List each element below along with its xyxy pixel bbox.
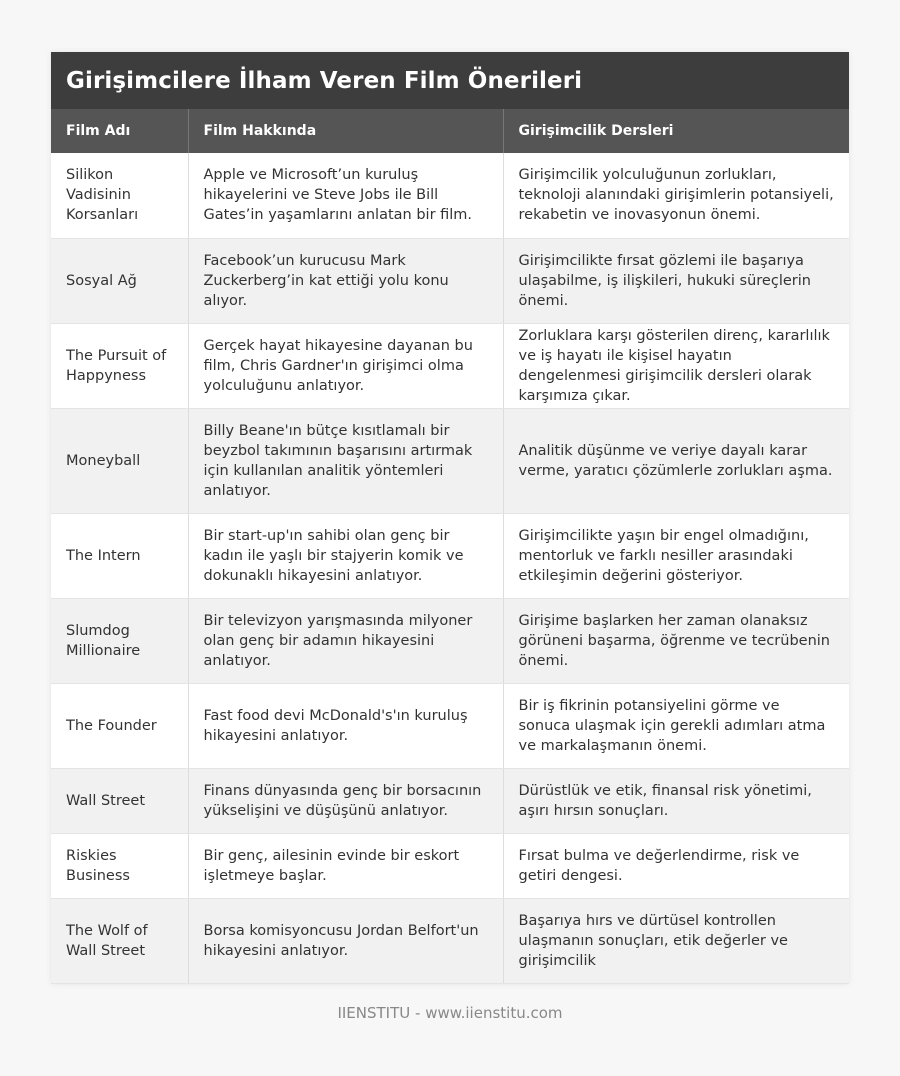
film-name-cell: Silikon Vadisinin Korsanları [51, 153, 188, 238]
film-table [51, 109, 849, 984]
film-name-cell: The Intern [51, 513, 188, 598]
table-row [51, 153, 849, 238]
film-about-cell: Fast food devi McDonald's'ın kuruluş hikayesini anlatıyor. [188, 683, 503, 768]
film-lessons-cell: Girişimcilikte yaşın bir engel olmadığını, mentorluk ve farklı nesiller arasındaki etkileşimin değerini gösteriyor. [503, 513, 849, 598]
table-row [51, 683, 849, 768]
table-row [51, 238, 849, 323]
table-row [51, 598, 849, 683]
table-row [51, 833, 849, 898]
film-about-cell: Gerçek hayat hikayesine dayanan bu film, Chris Gardner'ın girişimci olma yolculuğunu anlatıyor. [188, 323, 503, 408]
film-name-cell: Sosyal Ağ [51, 238, 188, 323]
column-header-about: Film Hakkında [188, 109, 503, 153]
film-about-cell: Billy Beane'ın bütçe kısıtlamalı bir beyzbol takımının başarısını artırmak için kullanılan analitik yöntemleri anlatıyor. [188, 408, 503, 513]
film-lessons-cell: Girişime başlarken her zaman olanaksız görüneni başarma, öğrenme ve tecrübenin önemi. [503, 598, 849, 683]
table-row [51, 513, 849, 598]
footer-credit: IIENSTITU - www.iienstitu.com [337, 1004, 563, 1022]
film-name-cell: The Pursuit of Happyness [51, 323, 188, 408]
film-name-cell: Slumdog Millionaire [51, 598, 188, 683]
film-about-cell: Facebook’un kurucusu Mark Zuckerberg’in kat ettiği yolu konu alıyor. [188, 238, 503, 323]
film-name-cell: Riskies Business [51, 833, 188, 898]
film-about-cell: Borsa komisyoncusu Jordan Belfort'un hikayesini anlatıyor. [188, 898, 503, 983]
table-row [51, 768, 849, 833]
film-lessons-cell: Fırsat bulma ve değerlendirme, risk ve getiri dengesi. [503, 833, 849, 898]
film-about-cell: Bir televizyon yarışmasında milyoner olan genç bir adamın hikayesini anlatıyor. [188, 598, 503, 683]
table-header-row [51, 109, 849, 153]
film-about-cell: Bir start-up'ın sahibi olan genç bir kadın ile yaşlı bir stajyerin komik ve dokunaklı hikayesini anlatıyor. [188, 513, 503, 598]
film-name-cell: The Founder [51, 683, 188, 768]
column-header-lessons: Girişimcilik Dersleri [503, 109, 849, 153]
table-row [51, 408, 849, 513]
film-name-cell: The Wolf of Wall Street [51, 898, 188, 983]
film-lessons-cell: Başarıya hırs ve dürtüsel kontrollen ulaşmanın sonuçları, etik değerler ve girişimcilik [503, 898, 849, 983]
column-header-film-name: Film Adı [51, 109, 188, 153]
table-row [51, 323, 849, 408]
film-lessons-cell: Girişimcilik yolculuğunun zorlukları, teknoloji alanındaki girişimlerin potansiyeli, rekabetin ve inovasyonun önemi. [503, 153, 849, 238]
film-name-cell: Moneyball [51, 408, 188, 513]
film-about-cell: Finans dünyasında genç bir borsacının yükselişini ve düşüşünü anlatıyor. [188, 768, 503, 833]
page-title: Girişimcilere İlham Veren Film Önerileri [51, 52, 849, 109]
table-row [51, 898, 849, 983]
film-lessons-cell: Bir iş fikrinin potansiyelini görme ve sonuca ulaşmak için gerekli adımları atma ve markalaşmanın önemi. [503, 683, 849, 768]
film-lessons-cell: Girişimcilikte fırsat gözlemi ile başarıya ulaşabilme, iş ilişkileri, hukuki süreçlerin önemi. [503, 238, 849, 323]
film-about-cell: Bir genç, ailesinin evinde bir eskort işletmeye başlar. [188, 833, 503, 898]
film-lessons-cell: Analitik düşünme ve veriye dayalı karar verme, yaratıcı çözümlerle zorlukları aşma. [503, 408, 849, 513]
film-lessons-cell: Zorluklara karşı gösterilen direnç, kararlılık ve iş hayatı ile kişisel hayatın dengelenmesi girişimcilik dersleri olarak karşımıza çıkar. [503, 323, 849, 408]
film-about-cell: Apple ve Microsoft’un kuruluş hikayelerini ve Steve Jobs ile Bill Gates’in yaşamlarını anlatan bir film. [188, 153, 503, 238]
film-table-card [51, 52, 849, 984]
film-lessons-cell: Dürüstlük ve etik, finansal risk yönetimi, aşırı hırsın sonuçları. [503, 768, 849, 833]
film-name-cell: Wall Street [51, 768, 188, 833]
